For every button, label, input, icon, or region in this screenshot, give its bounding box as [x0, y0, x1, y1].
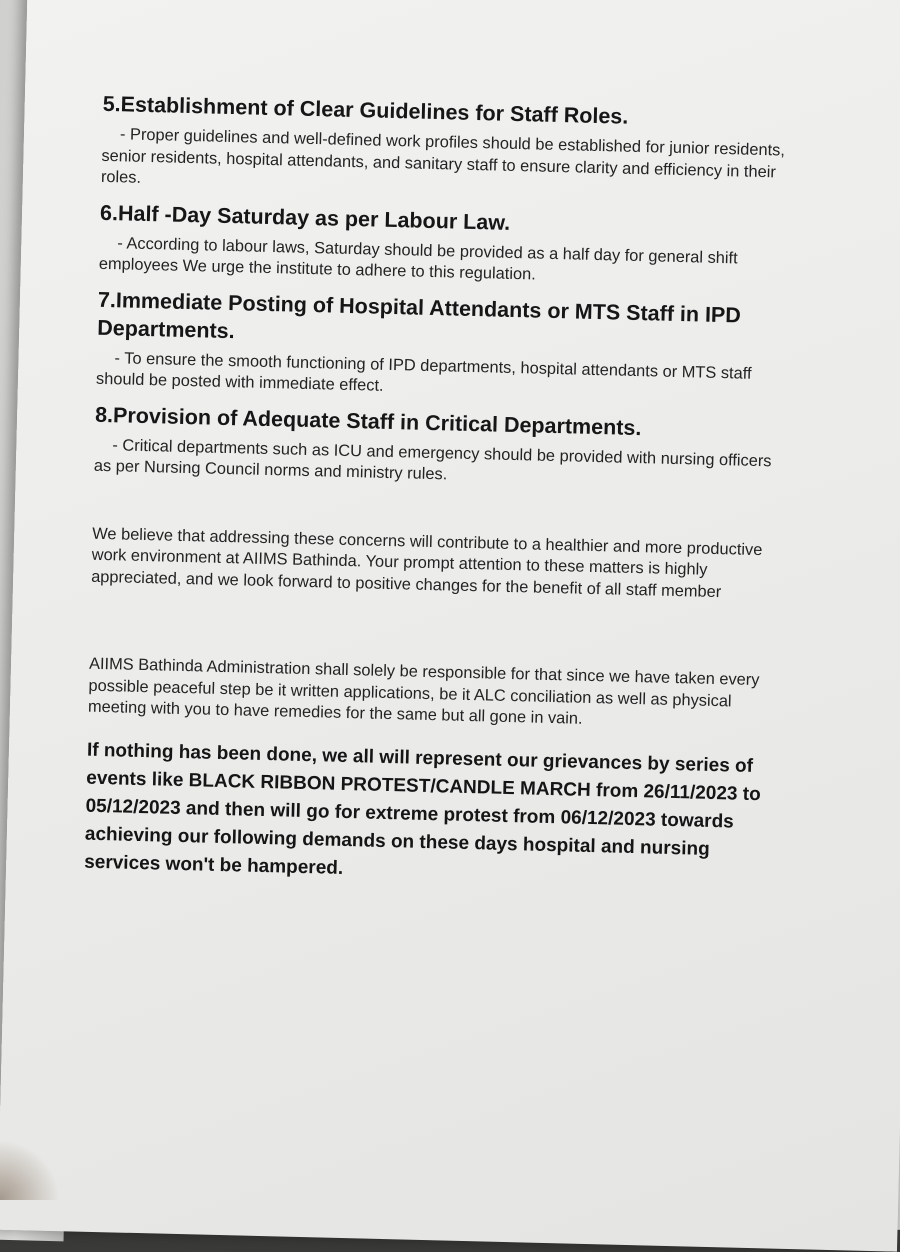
section-body: - Proper guidelines and well-defined work profiles should be established for junior residents, senior residents, hospital attendants, and sanitary staff to ensure clarity and efficiency in their roles. [100, 125, 786, 187]
corner-shadow [0, 1140, 60, 1200]
section-8 [94, 400, 786, 494]
section-heading: 8.Provision of Adequate Staff in Critical Departments. [94, 402, 642, 440]
section-5 [101, 90, 793, 205]
closing-paragraph: We believe that addressing these concerns will contribute to a healthier and more productive work environment at AIIMS Bathinda. Your prompt attention to these matters is highly appreciated, and we look forward to positive changes for the benefit of all staff member [90, 524, 763, 601]
section-heading: 5.Establishment of Clear Guidelines for Staff Roles. [102, 91, 629, 129]
protest-notice: If nothing has been done, we all will represent our grievances by series of events like BLACK RIBBON PROTEST/CANDLE MARCH from 26/11/2023 to 05/12/2023 and then will go for extreme protest from 06/12/2023 towards achieving our following demands on these days hospital and nursing services won't be hampered. [83, 739, 761, 879]
section-7 [96, 285, 788, 407]
responsibility-paragraph: AIIMS Bathinda Administration shall solely be responsible for that since we have taken every possible peaceful step be it written applications, be it ALC conciliation as well as physical meeting with you to have remedies for the same but all gone in vain. [87, 654, 760, 728]
document-body [84, 90, 793, 893]
section-body: - According to labour laws, Saturday should be provided as a half day for general shift employees We urge the institute to adhere to this regulation. [98, 233, 738, 284]
section-heading: 6.Half -Day Saturday as per Labour Law. [99, 200, 511, 235]
section-6 [99, 198, 791, 292]
section-heading: 7.Immediate Posting of Hospital Attendants or MTS Staff in IPD Departments. [96, 287, 742, 343]
section-body: - Critical departments such as ICU and emergency should be provided with nursing officers as per Nursing Council norms and ministry rules. [93, 435, 772, 484]
section-body: - To ensure the smooth functioning of IPD departments, hospital attendants or MTS staff should be posted with immediate effect. [95, 348, 752, 395]
